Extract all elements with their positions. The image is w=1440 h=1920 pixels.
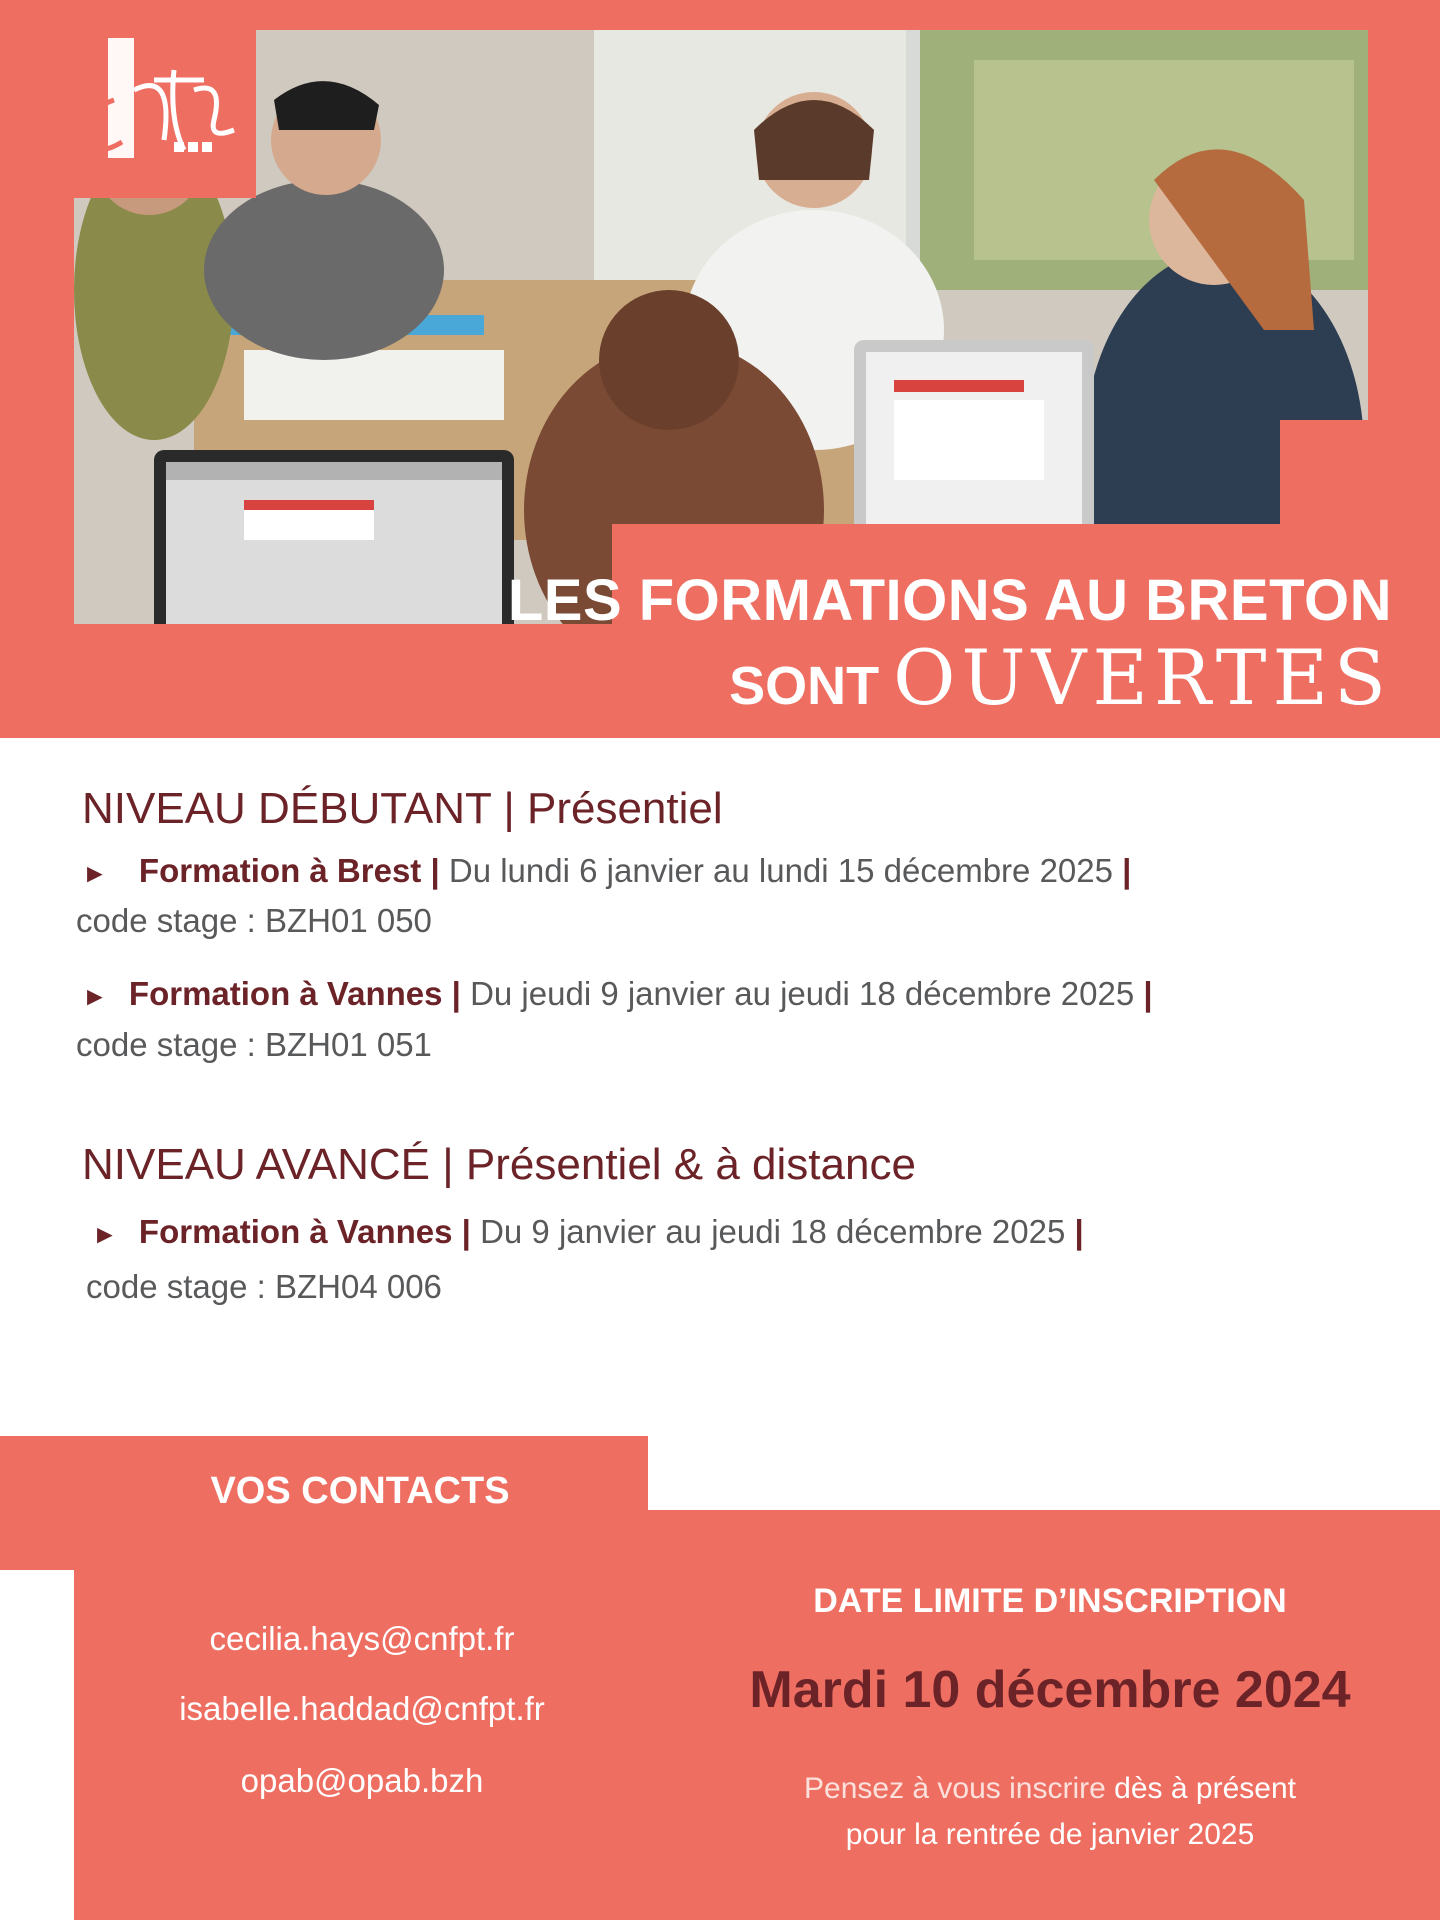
separator: |: [430, 852, 440, 889]
deadline-label: DATE LIMITE D’INSCRIPTION: [813, 1582, 1287, 1620]
reminder-text: Pensez à vous inscrire: [804, 1772, 1106, 1805]
training-dates: Du lundi 6 janvier au lundi 15 décembre 2025: [448, 852, 1113, 889]
training-dates: Du 9 janvier au jeudi 18 décembre 2025: [480, 1213, 1066, 1250]
hero-title-sont: SONT: [729, 656, 880, 716]
training-item-vannes-avance: [92, 1213, 1084, 1251]
separator: |: [1143, 975, 1153, 1012]
level-heading-avance: NIVEAU AVANCÉ | Présentiel & à distance: [82, 1140, 916, 1189]
contact-email[interactable]: isabelle.haddad@cnfpt.fr: [179, 1690, 545, 1727]
training-code: code stage : BZH01 050: [76, 902, 432, 939]
training-item-vannes: [82, 975, 1153, 1013]
training-code: code stage : BZH01 051: [76, 1026, 432, 1063]
training-place: Formation à Vannes: [128, 975, 443, 1012]
training-item-brest: [82, 852, 1131, 890]
separator: |: [1122, 852, 1132, 889]
training-code: code stage : BZH04 006: [86, 1268, 442, 1305]
training-dates: Du jeudi 9 janvier au jeudi 18 décembre 2025: [470, 975, 1135, 1012]
play-arrow-icon: ►: [92, 1219, 118, 1249]
play-arrow-icon: ►: [82, 981, 108, 1011]
deadline-date: Mardi 10 décembre 2024: [749, 1661, 1351, 1719]
hero-title-line2: [508, 633, 1392, 740]
play-arrow-icon: ►: [82, 858, 108, 888]
contacts-title: VOS CONTACTS: [210, 1470, 510, 1512]
contact-email[interactable]: cecilia.hays@cnfpt.fr: [209, 1620, 515, 1657]
contact-email[interactable]: opab@opab.bzh: [240, 1762, 484, 1799]
separator: |: [1074, 1213, 1084, 1250]
separator: |: [451, 975, 461, 1012]
level-heading-debutant: NIVEAU DÉBUTANT | Présentiel: [82, 784, 723, 833]
reminder-emphasis: dès à présent: [1114, 1772, 1296, 1805]
reminder-line2: pour la rentrée de janvier 2025: [845, 1818, 1255, 1851]
cnfpt-logo: [74, 30, 256, 198]
training-place: Formation à Brest: [138, 852, 422, 889]
hero-title-ouvertes: OUVERTES: [893, 633, 1392, 722]
reminder-line1: [700, 1772, 1400, 1806]
training-place: Formation à Vannes: [138, 1213, 453, 1250]
hero-title-line1: LES FORMATIONS AU BRETON: [507, 568, 1392, 633]
separator: |: [461, 1213, 471, 1250]
hero-title: [508, 566, 1392, 740]
footer-band: [0, 1510, 1440, 1570]
